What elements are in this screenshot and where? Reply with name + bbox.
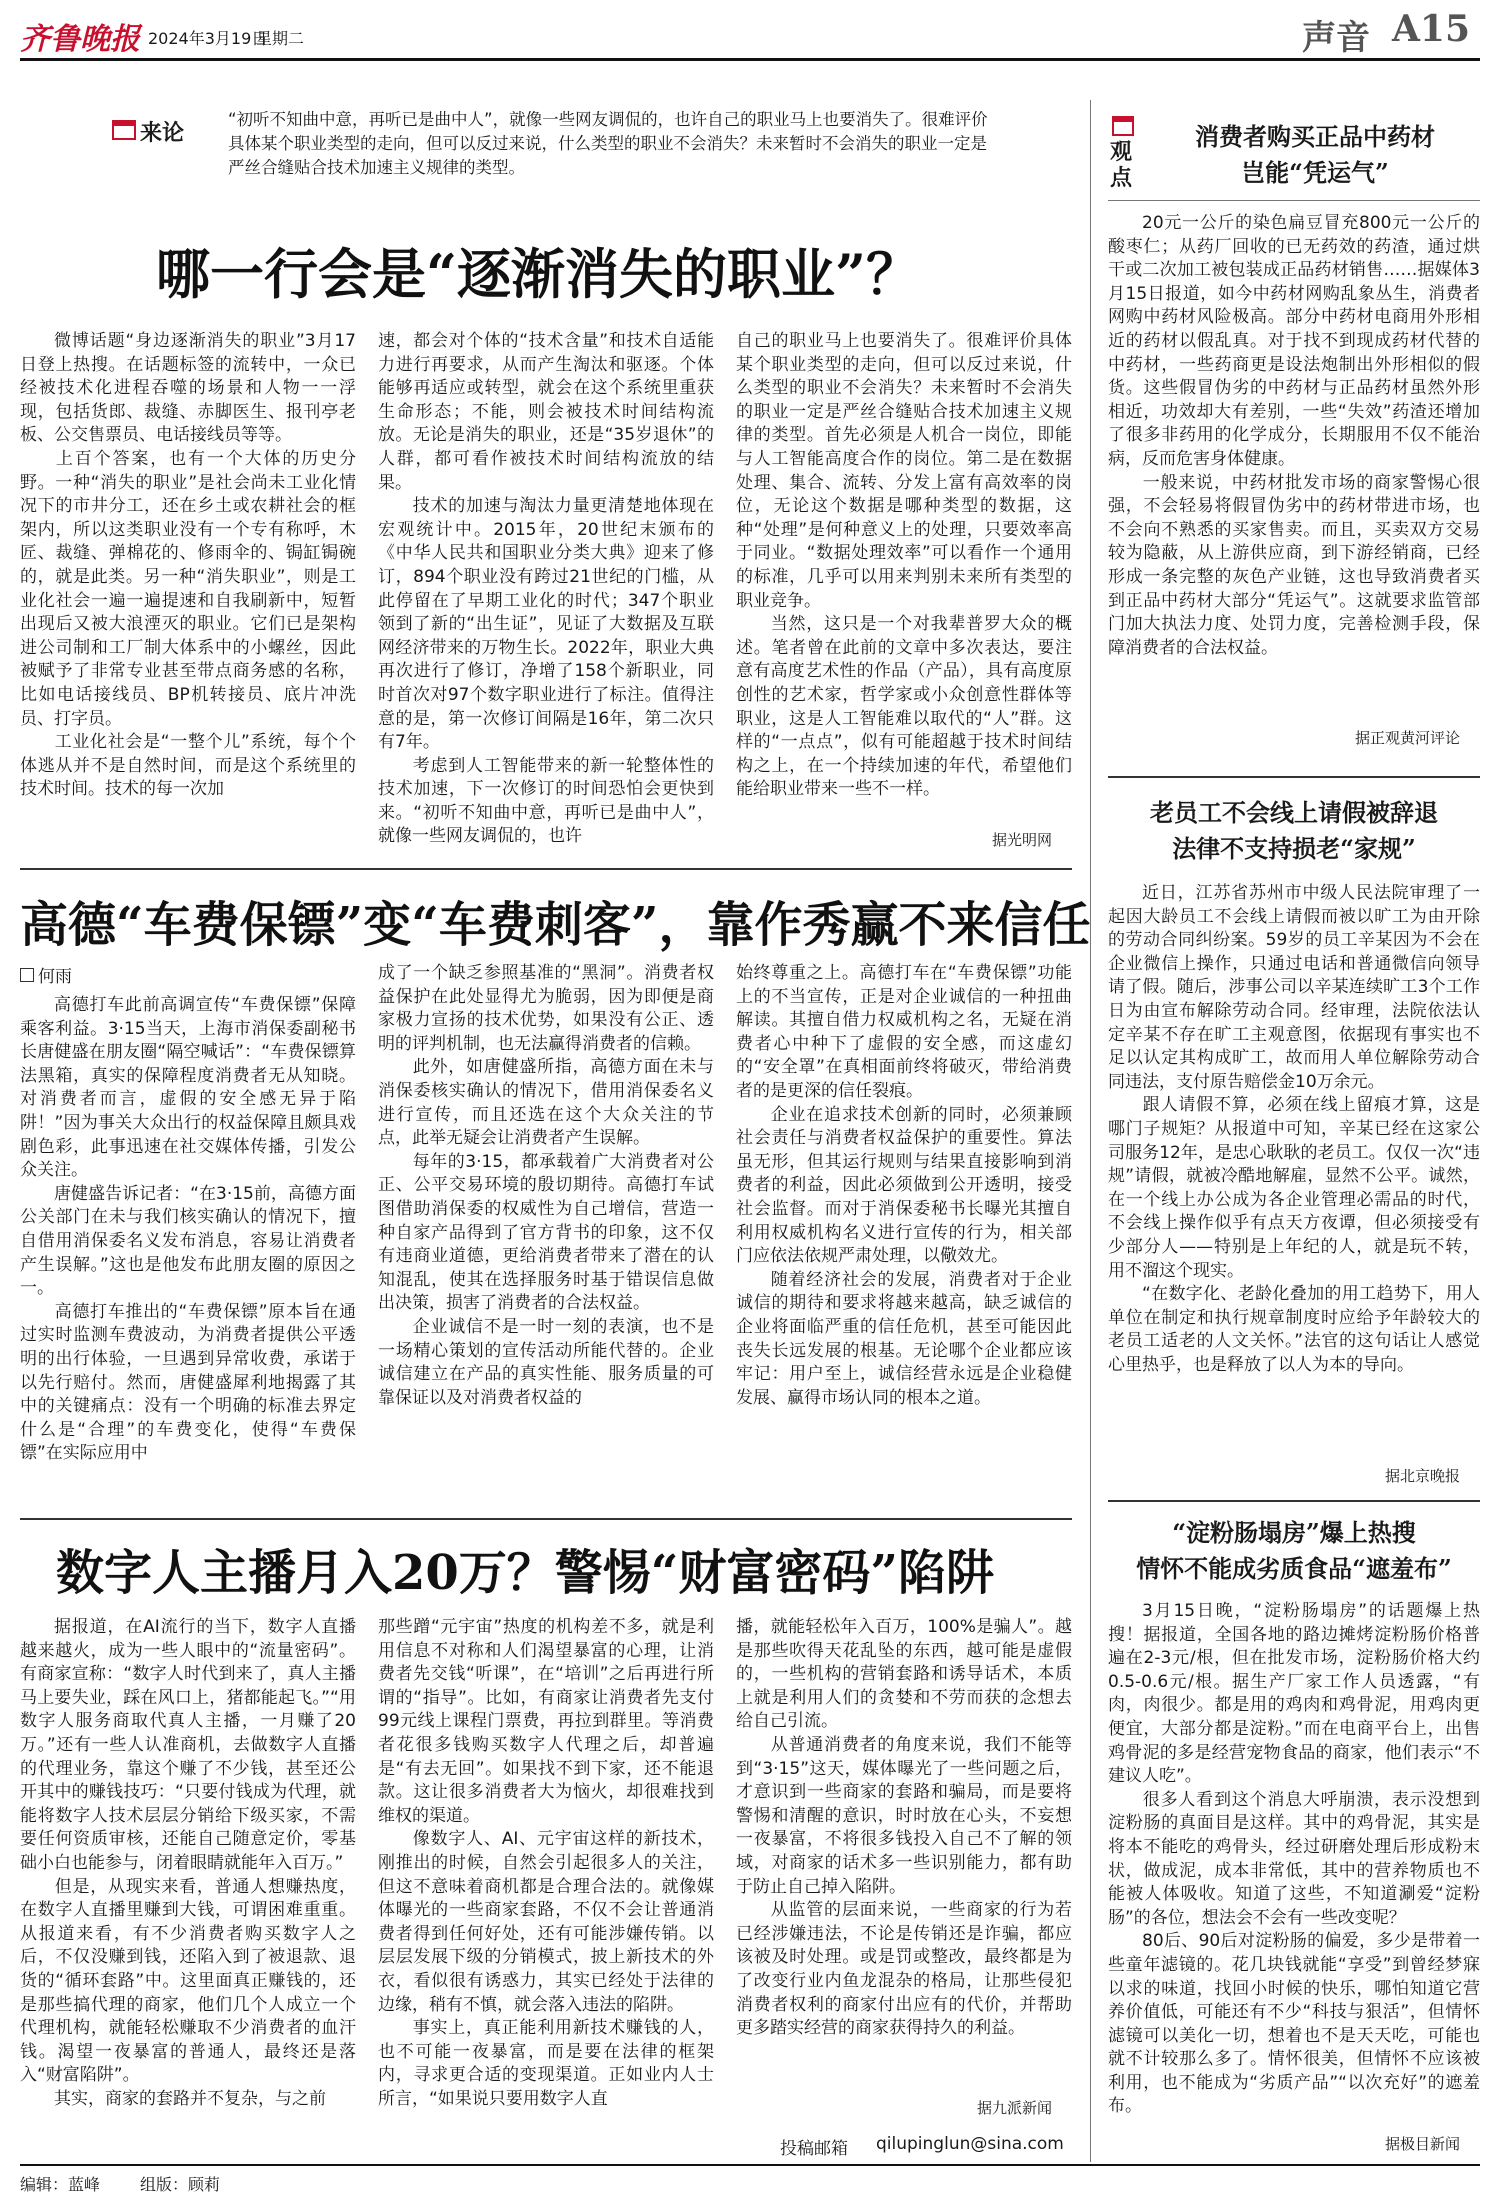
page-number: A15 (1392, 8, 1471, 50)
paragraph: 其实，商家的套路并不复杂，与之前 (54, 2088, 326, 2109)
sidebar-a2-source: 据北京晚报 (1384, 1467, 1460, 1485)
sidebar-a2-title-1: 老员工不会线上请假被辞退 (1150, 798, 1438, 827)
paragraph: 随着经济社会的发展，消费者对于企业诚信的期待和要求将越来越高，缺乏诚信的企业将面临严重的信任危机，甚至可能因此丧失长远发展的根基。无论哪个企业都应该牢记：用户至上，诚信经营永远是企业稳健发展、赢得市场认同的根本之道。 (736, 1269, 1072, 1408)
paragraph: 始终尊重之上。高德打车在“车费保镖”功能上的不当宣传，正是对企业诚信的一种扭曲解读。其擅自借力权威机构之名，无疑在消费者心中种下了虚假的安全感，而这虚幻的“安全罩”在真相面前终将破灭，带给消费者的是更深的信任裂痕。 (736, 963, 1072, 1101)
paragraph: “在数字化、老龄化叠加的用工趋势下，用人单位在制定和执行规章制度时应给予年龄较大的老员工适老的人文关怀。”法官的这句话让人感觉心里热乎，也是释放了以人为本的导向。 (1108, 1284, 1480, 1375)
paragraph: 但是，从现实来看，普通人想赚热度，在数字人直播里赚到大钱，可谓困难重重。从报道来看，有不少消费者购买数字人之后，不仅没赚到钱，还陷入到了被退款、退货的“循环套路”中。这里面真正赚钱的，还是那些搞代理的商家，他们几个人成立一个代理机构，就能轻松赚取不少消费者的血汗钱。渴望一夜暴富的普通人，最终还是落入“财富陷阱”。 (20, 1876, 356, 2086)
sidebar-a1-title-1: 消费者购买正品中药材 (1195, 122, 1435, 151)
paragraph: 80后、90后对淀粉肠的偏爱，多少是带着一些童年滤镜的。花几块钱就能“享受”到曾经梦寐以求的味道，找回小时候的快乐，哪怕知道它营养价值低，可能还有不少“科技与狠活”，但情怀滤镜可以美化一切，想着也不是天天吃，可能也就不计较那么多了。情怀很美，但情怀不应该被利用，也不能成为“劣质产品”“以次充好”的遮羞布。 (1108, 1931, 1480, 2117)
paragraph: 从普通消费者的角度来说，我们不能等到“3·15”这天，媒体曝光了一些问题之后，才意识到一些商家的套路和骗局，而是要将警惕和清醒的意识，时时放在心头，不妄想一夜暴富，不将很多钱投入自己不了解的领域，对商家的话术多一些识别能力，都有助于防止自己掉入陷阱。 (736, 1734, 1072, 1897)
paragraph: 每年的3·15，都承载着广大消费者对公正、公平交易环境的殷切期待。高德打车试图借助消保委的权威性为自己增信，营造一种自家产品得到了官方背书的印象，这不仅有违商业道德，更给消费者带来了潜在的认知混乱，使其在选择服务时基于错误信息做出决策，损害了消费者的合法权益。 (378, 1151, 714, 1314)
paragraph: 技术的加速与淘汰力量更清楚地体现在宏观统计中。2015年，20世纪末颁布的《中华人民共和国职业分类大典》迎来了修订，894个职业没有跨过21世纪的门槛，从此停留在了早期工业化的时代；347个职业领到了新的“出生证”，见证了大数据及互联网经济带来的万物生长。2022年，职业大典再次进行了修订，净增了158个新职业，同时首次对97个数字职业进行了标注。值得注意的是，第一次修订间隔是16年，第二次只有7年。 (378, 496, 714, 753)
article2-col3 (736, 962, 1072, 1506)
article1-col3 (736, 330, 1072, 830)
article3-source: 据九派新闻 (976, 2099, 1052, 2117)
masthead-logo: 齐鲁晚报 (20, 22, 140, 57)
article1-body-2 (378, 330, 714, 849)
article2-author: 何雨 (38, 967, 72, 987)
paragraph: 20元一公斤的染色扁豆冒充800元一公斤的酸枣仁；从药厂回收的已无药效的药渣，通过烘干或二次加工被包装成正品药材销售……据媒体3月15日报道，如今中药材网购乱象丛生，消费者网购中药材风险极高。部分中药材电商用外形相近的药材以假乱真。对于找不到现成药材代替的中药材，一些药商更是设法炮制出外形相似的假货。这些假冒伪劣的中药材与正品药材虽然外形相近，功效却大有差别，一些“失效”药渣还增加了很多非药用的化学成分，长期服用不仅不能治病，反而危害身体健康。 (1108, 213, 1480, 469)
article2-title: 高德“车费保镖”变“车费刺客”，靠作秀赢不来信任 (20, 897, 1091, 953)
paragraph: 3月15日晚，“淀粉肠塌房”的话题爆上热搜！据报道，全国各地的路边摊烤淀粉肠价格普遍在2-3元/根，但在批发市场，淀粉肠价格大约0.5-0.6元/根。据生产厂家工作人员透露，“有肉，肉很少。都是用的鸡肉和鸡骨泥，用鸡肉更便宜，大部分都是淀粉。”而在电商平台上，出售鸡骨泥的多是经营宠物食品的商家，他们表示“不建议人吃”。 (1108, 1601, 1480, 1787)
sidebar-a2-title-2: 法律不支持损老“家规” (1172, 834, 1416, 863)
paragraph: 当然，这只是一个对我辈普罗大众的概述。笔者曾在此前的文章中多次表达，要注意有高度艺术性的作品（产品），具有高度原创性的艺术家，哲学家或小众创意性群体等职业，这是人工智能难以取代的“人”群。这样的“一点点”，似有可能超越于技术时间结构之上，在一个持续加速的年代，希望他们能给职业带来一些不一样。 (736, 614, 1072, 800)
sidebar-divider (1090, 100, 1091, 2162)
paragraph: 高德打车推出的“车费保镖”原本旨在通过实时监测车费波动，为消费者提供公平透明的出行体验，一旦遇到异常收费，承诺于以先行赔付。然而，唐健盛犀利地揭露了其中的关键痛点：没有一个明确的标准去界定什么是“合理”的车费变化，使得“车费保镖”在实际应用中 (20, 1301, 356, 1464)
paragraph: 考虑到人工智能带来的新一轮整体性的技术加速，下一次修订的时间恐怕会更快到来。“初听不知曲中意，再听已是曲中人”，就像一些网友调侃的，也许 (378, 755, 714, 847)
rule-1 (20, 868, 1072, 870)
article2-body-1 (20, 994, 356, 1466)
paragraph: 一般来说，中药材批发市场的商家警惕心很强，不会轻易将假冒伪劣中的药材带进市场，也不会向不熟悉的买家售卖。而且，买卖双方交易较为隐蔽，从上游供应商，到下游经销商，已经形成一条完整的灰色产业链，这也导致消费者买到正品中药材大部分“凭运气”。这就要求监管部门加大执法力度、处罚力度，完善检测手段，保障消费者的合法权益。 (1108, 472, 1480, 658)
paragraph: 唐健盛告诉记者：“在3·15前，高德方面公关部门在未与我们核实确认的情况下，擅自借用消保委名义发布消息，容易让消费者产生误解。”这也是他发布此朋友圈的原因之一。 (20, 1183, 356, 1299)
sidebar-a2-text (1108, 882, 1480, 1377)
sidebar-label: 观点 (1110, 140, 1133, 191)
paragraph: 上百个答案，也有一个大体的历史分野。一种“消失的职业”是社会尚未工业化情况下的市井分工，还在乡土或农耕社会的框架内，所以这类职业没有一个专有称呼，木匠、裁缝、弹棉花的、修雨伞的、锔缸锔碗的，就是此类。另一种“消失职业”，则是工业化社会一遍一遍提速和自我刷新中，短暂出现后又被大浪湮灭的职业。它们已是架构进公司制和工厂制大体系中的小螺丝，因此被赋予了非常专业甚至带点商务感的名称，比如电话接线员、BP机转接员、底片冲洗员、打字员。 (20, 448, 356, 729)
article1-title: 哪一行会是“逐渐消失的职业”？ (156, 242, 921, 306)
sidebar-a1-body (1108, 212, 1480, 724)
footer-editor: 编辑：蓝峰 (20, 2175, 101, 2194)
paragraph: 据报道，在AI流行的当下，数字人直播越来越火，成为一些人眼中的“流量密码”。有商家宣称：“数字人时代到来了，真人主播马上要失业，踩在风口上，猪都能起飞。”“用数字人服务商取代真人主播，一月赚了20万。”还有一些人认准商机，去做数字人直播的代理业务，靠这个赚了不少钱，甚至还公开其中的赚钱技巧：“只要付钱成为代理，就能将数字人技术层层分销给下级买家，不需要任何资质审核，还能自己随意定价，零基础小白也能参与，闭着眼睛就能年入百万。” (20, 1617, 356, 1873)
article3-col3 (736, 1616, 1072, 2098)
paragraph: 企业在追求技术创新的同时，必须兼顾社会责任与消费者权益保护的重要性。算法虽无形，但其运行规则与结果直接影响到消费者的利益，因此必须做到公开透明，接受社会监督。而对于消保委秘书长曝光其擅自利用权威机构名义进行宣传的行为，相关部门应依法依规严肃处理，以儆效尤。 (736, 1104, 1072, 1267)
footer-rule (20, 2164, 1480, 2166)
article2-body-3 (736, 962, 1072, 1410)
article2-col2 (378, 962, 714, 1506)
sidebar-a1-title-2: 岂能“凭运气” (1241, 158, 1389, 187)
sidebar-a1-source: 据正观黄河评论 (1354, 729, 1460, 747)
article1-body-1 (20, 330, 356, 802)
paragraph: 微博话题“身边逐渐消失的职业”3月17日登上热搜。在话题标签的流转中，一众已经被技术化进程吞噬的场景和人物一一浮现，包括货郎、裁缝、赤脚医生、报刊亭老板、公交售票员、电话接线员等等。 (20, 331, 356, 446)
sidebar-a3-body (1108, 1600, 1480, 2130)
sidebar-label-icon (1112, 116, 1134, 136)
footer-designer: 组版：顾莉 (140, 2175, 221, 2194)
author-box-icon (20, 968, 34, 982)
header-rule (20, 58, 1480, 61)
sidebar-rule-2 (1108, 1500, 1480, 1502)
paragraph: 自己的职业马上也要消失了。很难评价具体某个职业类型的走向，但可以反过来说，什么类型的职业不会消失？未来暂时不会消失的职业一定是严丝合缝贴合技术加速主义规律的类型。首先必须是人机合一岗位，即能与人工智能高度合作的岗位。第二是在数据处理、集合、流转、分发上富有高效率的岗位，无论这个数据是哪种类型的数据，这种“处理”是何种意义上的处理，只要效率高于同业。“数据处理效率”可以看作一个通用的标准，几乎可以用来判别未来所有类型的职业竞争。 (736, 331, 1072, 611)
paragraph: 成了一个缺乏参照基准的“黑洞”。消费者权益保护在此处显得尤为脆弱，因为即便是商家极力宣扬的技术优势，如果没有公正、透明的评判机制，也无法赢得消费者的信赖。 (378, 963, 714, 1054)
article3-title: 数字人主播月入20万？警惕“财富密码”陷阱 (56, 1545, 995, 1601)
paragraph: 此外，如唐健盛所指，高德方面在未与消保委核实确认的情况下，借用消保委名义进行宣传，而且还选在这个大众关注的节点，此举无疑会让消费者产生误解。 (378, 1057, 714, 1149)
paragraph: 事实上，真正能利用新技术赚钱的人，也不可能一夜暴富，而是要在法律的框架内，寻求更合适的变现渠道。正如业内人士所言，“如果说只要用数字人直 (378, 2018, 714, 2109)
header-weekday: 星期二 (256, 29, 305, 48)
paragraph: 从监管的层面来说，一些商家的行为若已经涉嫌违法，不论是传销还是诈骗，都应该被及时处理。或是罚或整改，最终都是为了改变行业内鱼龙混杂的格局，让那些侵犯消费者权利的商家付出应有的代价，并帮助更多踏实经营的商家获得持久的利益。 (736, 1900, 1072, 2039)
article3-body-3 (736, 1616, 1072, 2041)
article1-source: 据光明网 (991, 831, 1052, 849)
intro-label-icon (112, 120, 136, 140)
article2-body-2 (378, 962, 714, 1410)
article3-body-1 (20, 1616, 356, 2111)
paragraph: 近日，江苏省苏州市中级人民法院审理了一起因大龄员工不会线上请假而被以旷工为由开除的劳动合同纠纷案。59岁的员工辛某因为不会在企业微信上操作，只通过电话和普通微信向领导请了假。随后，涉事公司以辛某连续旷工3个工作日为由宣布解除劳动合同。经审理，法院依法认定辛某不存在旷工主观意图，依据现有事实也不足以认定其构成旷工，故而用人单位解除劳动合同违法，支付原告赔偿金10万余元。 (1108, 883, 1480, 1092)
article2-col1 (20, 994, 356, 1506)
article3-body-2 (378, 1616, 714, 2111)
article1-col1 (20, 330, 356, 850)
paragraph: 跟人请假不算，必须在线上留痕才算，这是哪门子规矩？从报道中可知，辛某已经在这家公司服务12年，是忠心耿耿的老员工。仅仅一次“违规”请假，就被冷酷地解雇，显然不公平。诚然，在一个线上办公成为各企业管理必需品的时代，不会线上操作似乎有点天方夜谭，但必须接受有少部分人——特别是上年纪的人，就是玩不转，用不溜这个现实。 (1108, 1095, 1480, 1281)
sidebar-a1-text (1108, 212, 1480, 660)
rule-2 (20, 1518, 1072, 1520)
section-name: 声音 (1302, 18, 1370, 58)
intro-label: 来论 (140, 121, 185, 146)
paragraph: 高德打车此前高调宣传“车费保镖”保障乘客利益。3·15当天，上海市消保委副秘书长唐健盛在朋友圈“隔空喊话”：“车费保镖算法黑箱，真实的保障程度消费者无从知晓。对消费者而言，虚假的安全感无异于陷阱！”因为事关大众出行的权益保障且颇具戏剧色彩，此事迅速在社交媒体传播，引发公众关注。 (20, 995, 356, 1181)
sidebar-a2-body (1108, 882, 1480, 1462)
paragraph: 播，就能轻松年入百万，100%是骗人”。越是那些吹得天花乱坠的东西，越可能是虚假的，一些机构的营销套路和诱导话术，本质上就是利用人们的贪婪和不劳而获的念想去给自己引流。 (736, 1617, 1072, 1732)
sidebar-rule-1 (1108, 776, 1480, 778)
paragraph: 很多人看到这个消息大呼崩溃，表示没想到淀粉肠的真面目是这样。其中的鸡骨泥，其实是将本不能吃的鸡骨头，经过研磨处理后形成粉末状，做成泥，成本非常低，其中的营养物质也不能被人体吸收。知道了这些，不知道涮爱“淀粉肠”的各位，想法会不会有一些改变呢？ (1108, 1789, 1480, 1928)
sidebar-a3-text (1108, 1600, 1480, 2119)
sidebar-a3-source: 据极目新闻 (1384, 2135, 1460, 2153)
sidebar-a3-title-2: 情怀不能成劣质食品“遮羞布” (1136, 1554, 1452, 1583)
submission-email[interactable]: qilupinglun@sina.com (876, 2134, 1064, 2154)
paragraph: 像数字人、AI、元宇宙这样的新技术，刚推出的时候，自然会引起很多人的关注，但这不意味着商机都是合理合法的。就像媒体曝光的一些商家套路，不仅不会让普通消费者得到任何好处，还有可能涉嫌传销。以层层发展下级的分销模式，披上新技术的外衣，看似很有诱惑力，其实已经处于法律的边缘，稍有不慎，就会落入违法的陷阱。 (378, 1829, 714, 2015)
article1-col2 (378, 330, 714, 850)
header-date: 2024年3月19日 (148, 29, 268, 48)
article1-body-3 (736, 330, 1072, 802)
intro-text: “初听不知曲中意，再听已是曲中人”，就像一些网友调侃的，也许自己的职业马上也要消失了。很难评价具体某个职业类型的走向，但可以反过来说，什么类型的职业不会消失？未来暂时不会消失的职业一定是严丝合缝贴合技术加速主义规律的类型。 (228, 110, 988, 177)
sidebar-a3-title-1: “淀粉肠塌房”爆上热搜 (1172, 1518, 1416, 1547)
sidebar-rule-a1 (1108, 200, 1480, 201)
paragraph: 工业化社会是“一整个儿”系统，每个个体逃从并不是自然时间，而是这个系统里的技术时间。技术的每一次加 (20, 732, 356, 800)
submission-label: 投稿邮箱 (780, 2139, 848, 2159)
paragraph: 那些蹭“元宇宙”热度的机构差不多，就是利用信息不对称和人们渴望暴富的心理，让消费者先交钱“听课”，在“培训”之后再进行所谓的“指导”。比如，有商家让消费者先支付99元线上课程门票费，再拉到群里。等消费者花很多钱购买数字人代理之后，却普遍是“有去无回”。如果找不到下家，还不能退款。这让很多消费者大为恼火，却很难找到维权的渠道。 (378, 1617, 714, 1826)
paragraph: 企业诚信不是一时一刻的表演，也不是一场精心策划的宣传活动所能代替的。企业诚信建立在产品的真实性能、服务质量的可靠保证以及对消费者权益的 (378, 1316, 714, 1408)
article3-col2 (378, 1616, 714, 2144)
article3-col1 (20, 1616, 356, 2144)
paragraph: 速，都会对个体的“技术含量”和技术自适能力进行再要求，从而产生淘汰和驱逐。个体能够再适应或转型，就会在这个系统里重获生命形态；不能，则会被技术时间结构流放。无论是消失的职业，还是“35岁退休”的人群，都可看作被技术时间结构流放的结果。 (378, 331, 714, 493)
